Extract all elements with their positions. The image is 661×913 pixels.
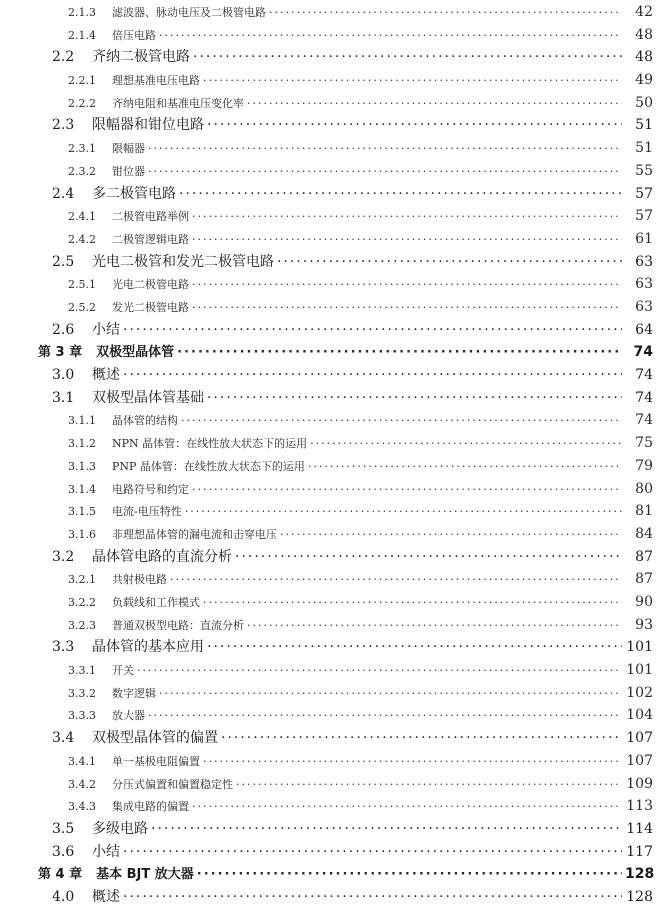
dot-leader xyxy=(197,868,622,881)
dot-leader xyxy=(310,438,622,449)
toc-entry-page: 74 xyxy=(635,367,653,384)
toc-entry-title: NPN 晶体管：在线性放大状态下的运用 xyxy=(112,437,308,451)
toc-entry-page: 61 xyxy=(635,230,653,247)
toc-entry-title: 多级电路 xyxy=(92,820,148,837)
dot-leader xyxy=(123,323,622,337)
toc-entry-page: 113 xyxy=(626,798,653,815)
toc-entry-number: 2.5.1 xyxy=(68,278,96,292)
dot-leader xyxy=(151,822,622,836)
toc-entry xyxy=(0,867,661,881)
toc-entry-title: 钳位器 xyxy=(112,164,145,178)
toc-entry-number: 3.1.6 xyxy=(68,527,96,541)
toc-entry-number: 3.4.2 xyxy=(68,777,96,791)
toc-entry-number: 3.2 xyxy=(52,548,75,565)
dot-leader xyxy=(123,368,622,382)
toc-entry-title: 发光二极管电路 xyxy=(112,301,189,314)
toc-entry-title: 共射极电路 xyxy=(112,573,167,587)
toc-entry-page: 50 xyxy=(635,94,653,111)
toc-entry-number: 2.5 xyxy=(52,253,75,270)
toc-entry-page: 63 xyxy=(635,299,653,315)
toc-entry-number: 2.6 xyxy=(52,321,75,338)
toc-entry xyxy=(0,28,661,42)
toc-entry-title: 集成电路的偏置 xyxy=(112,800,189,814)
toc-entry-page: 64 xyxy=(635,321,653,338)
dot-leader xyxy=(123,845,622,859)
toc-entry-title: 二极管电路举例 xyxy=(112,210,189,224)
toc-entry xyxy=(0,187,661,201)
toc-entry-number: 2.3.1 xyxy=(68,142,96,156)
toc-entry-title: 二极管逻辑电路 xyxy=(112,232,189,246)
dot-leader xyxy=(269,7,622,18)
toc-entry-page: 51 xyxy=(635,140,653,157)
toc-entry-number: 3.3.1 xyxy=(68,664,96,678)
toc-entry-title: 电流-电压特性 xyxy=(112,505,182,519)
toc-entry-page: 63 xyxy=(635,253,653,270)
toc-entry-title: 小结 xyxy=(92,321,120,338)
dot-leader xyxy=(192,302,622,313)
toc-entry xyxy=(0,323,661,337)
toc-entry-title: 概述 xyxy=(92,889,120,905)
toc-entry xyxy=(0,663,661,677)
toc-entry xyxy=(0,73,661,87)
toc-entry xyxy=(0,300,661,314)
toc-entry-page: 55 xyxy=(635,162,653,179)
toc-entry xyxy=(0,550,661,564)
toc-entry xyxy=(0,708,661,722)
toc-entry-number: 3.3.2 xyxy=(68,686,96,700)
toc-entry-title: 倍压电路 xyxy=(112,28,156,42)
toc-entry-title: 分压式偏置和偏置稳定性 xyxy=(112,777,233,791)
toc-entry-number: 3.0 xyxy=(52,367,75,384)
toc-entry-number: 3.4.3 xyxy=(68,800,96,814)
toc-entry-page: 107 xyxy=(626,730,653,747)
toc-entry-title: 非理想晶体管的漏电流和击穿电压 xyxy=(112,527,277,541)
toc-entry-title: 开关 xyxy=(112,664,134,678)
toc-entry xyxy=(0,845,661,859)
toc-entry-number: 第 4 章 xyxy=(38,867,83,883)
toc-entry-page: 42 xyxy=(635,4,653,20)
toc-entry-page: 48 xyxy=(635,26,653,43)
toc-entry xyxy=(0,164,661,178)
toc-entry-number: 3.1.5 xyxy=(68,505,96,519)
toc-entry-page: 101 xyxy=(626,639,653,656)
toc-entry-page: 51 xyxy=(635,117,653,134)
toc-entry-page: 87 xyxy=(635,548,653,565)
toc-entry xyxy=(0,482,661,496)
toc-entry-page: 74 xyxy=(633,344,653,361)
toc-entry xyxy=(0,618,661,632)
toc-entry-number: 3.5 xyxy=(52,820,75,837)
toc-entry xyxy=(0,391,661,405)
toc-entry xyxy=(0,640,661,654)
toc-entry-title: 光电二极管电路 xyxy=(112,278,189,292)
toc-entry-number: 2.2.1 xyxy=(68,74,96,88)
toc-entry xyxy=(0,436,661,450)
toc-entry-title: 晶体管电路的直流分析 xyxy=(92,548,232,565)
dot-leader xyxy=(207,118,622,132)
toc-entry-title: 晶体管的结构 xyxy=(112,414,178,428)
toc-entry xyxy=(0,277,661,291)
dot-leader xyxy=(207,640,622,654)
dot-leader xyxy=(247,98,622,109)
toc-entry-page: 80 xyxy=(635,480,653,497)
dot-leader xyxy=(192,484,622,495)
toc-entry-title: 齐纳二极管电路 xyxy=(92,49,190,66)
toc-entry-number: 3.4.1 xyxy=(68,754,96,768)
toc-entry xyxy=(0,527,661,541)
toc-entry xyxy=(0,368,661,382)
toc-entry xyxy=(0,754,661,768)
toc-entry-page: 102 xyxy=(626,684,653,701)
toc-entry-page: 128 xyxy=(626,889,653,905)
toc-entry-page: 107 xyxy=(626,752,653,769)
dot-leader xyxy=(221,731,622,745)
dot-leader xyxy=(192,211,622,222)
dot-leader xyxy=(193,50,622,64)
toc-entry xyxy=(0,345,661,359)
toc-entry-title: 光电二极管和发光二极管电路 xyxy=(92,253,274,270)
dot-leader xyxy=(192,234,622,245)
dot-leader xyxy=(203,756,622,767)
toc-entry-title: 双极型晶体管的偏置 xyxy=(92,730,218,747)
toc-entry xyxy=(0,255,661,269)
toc-entry-title: 齐纳电阻和基准电压变化率 xyxy=(112,96,244,110)
toc-entry-page: 74 xyxy=(635,389,653,406)
toc-entry xyxy=(0,118,661,132)
dot-leader xyxy=(308,461,622,472)
toc-entry-page: 74 xyxy=(635,412,653,429)
toc-entry-title: 双极型晶体管基础 xyxy=(92,389,204,406)
dot-leader xyxy=(148,166,622,177)
toc-entry xyxy=(0,413,661,427)
toc-entry-title: 单一基极电阻偏置 xyxy=(112,754,200,768)
toc-entry-title: 滤波器、脉动电压及二极管电路 xyxy=(112,6,266,19)
toc-entry-page: 104 xyxy=(626,707,653,724)
toc-entry-page: 93 xyxy=(635,616,653,633)
dot-leader xyxy=(236,779,622,790)
toc-entry-page: 75 xyxy=(635,435,653,452)
toc-entry-title: 限幅器 xyxy=(112,142,145,156)
toc-entry-page: 128 xyxy=(625,866,655,883)
toc-entry-page: 57 xyxy=(635,208,653,225)
toc-entry xyxy=(0,209,661,223)
toc-entry-number: 3.6 xyxy=(52,843,75,860)
toc-entry-title: 概述 xyxy=(92,367,120,384)
toc-entry-number: 3.2.3 xyxy=(68,618,96,632)
dot-leader xyxy=(123,890,622,904)
toc-entry xyxy=(0,595,661,609)
toc-entry xyxy=(0,459,661,473)
toc-entry-number: 2.2 xyxy=(52,49,75,66)
toc-entry-title: 理想基准电压电路 xyxy=(112,74,200,88)
toc-entry-title: 双极型晶体管 xyxy=(96,345,175,361)
dot-leader xyxy=(148,143,622,154)
toc-entry xyxy=(0,686,661,700)
toc-entry-number: 3.1.3 xyxy=(68,459,96,473)
dot-leader xyxy=(170,574,622,585)
dot-leader xyxy=(235,550,622,564)
toc-entry xyxy=(0,777,661,791)
toc-entry xyxy=(0,822,661,836)
dot-leader xyxy=(280,529,622,540)
toc-entry-page: 84 xyxy=(635,525,653,542)
toc-entry-page: 87 xyxy=(635,571,653,588)
toc-entry-title: 基本 BJT 放大器 xyxy=(96,867,194,883)
dot-leader xyxy=(203,75,622,86)
dot-leader xyxy=(148,710,622,721)
toc-entry-number: 2.3 xyxy=(52,117,75,134)
dot-leader xyxy=(247,620,622,631)
toc-entry-number: 3.3 xyxy=(52,639,75,656)
toc-entry-number: 3.2.1 xyxy=(68,573,96,587)
toc-entry-number: 4.0 xyxy=(52,889,75,905)
toc-entry-number: 2.1.4 xyxy=(68,28,96,42)
toc-entry xyxy=(0,572,661,586)
dot-leader xyxy=(177,346,622,359)
toc-entry-number: 2.2.2 xyxy=(68,96,96,110)
toc-entry-page: 101 xyxy=(626,662,653,679)
toc-entry xyxy=(0,141,661,155)
toc-entry xyxy=(0,731,661,745)
toc-entry-number: 3.3.3 xyxy=(68,709,96,723)
toc-entry-page: 57 xyxy=(635,185,653,202)
toc-entry-page: 81 xyxy=(635,503,653,520)
toc-entry-number: 3.1.2 xyxy=(68,437,96,451)
toc-entry-page: 63 xyxy=(635,276,653,293)
toc-entry-number: 2.3.2 xyxy=(68,164,96,178)
dot-leader xyxy=(159,688,622,699)
dot-leader xyxy=(203,597,622,608)
toc-entry-title: 数字逻辑 xyxy=(112,686,156,700)
dot-leader xyxy=(277,255,622,269)
toc-entry xyxy=(0,50,661,64)
toc-entry-page: 79 xyxy=(635,457,653,474)
dot-leader xyxy=(192,801,622,812)
toc-entry-title: 限幅器和钳位电路 xyxy=(92,117,204,134)
dot-leader xyxy=(181,415,622,426)
toc-entry-title: PNP 晶体管：在线性放大状态下的运用 xyxy=(112,459,305,473)
toc-entry-title: 负载线和工作模式 xyxy=(112,596,200,609)
toc-entry-title: 小结 xyxy=(92,843,120,860)
toc-entry-number: 2.4.1 xyxy=(68,210,96,224)
toc-entry-page: 117 xyxy=(626,843,653,860)
dot-leader xyxy=(179,187,622,201)
toc-entry-number: 3.4 xyxy=(52,730,75,747)
toc-entry-number: 2.5.2 xyxy=(68,301,96,314)
toc-entry-title: 晶体管的基本应用 xyxy=(92,639,204,656)
toc-entry xyxy=(0,232,661,246)
toc-entry-number: 3.1 xyxy=(52,389,75,406)
toc-entry-page: 90 xyxy=(635,594,653,610)
toc-entry xyxy=(0,504,661,518)
toc-entry xyxy=(0,890,661,904)
dot-leader xyxy=(137,665,622,676)
dot-leader xyxy=(192,279,622,290)
dot-leader xyxy=(159,30,622,41)
toc-entry-page: 48 xyxy=(635,49,653,66)
toc-entry-page: 114 xyxy=(626,820,653,837)
toc-entry xyxy=(0,5,661,19)
toc-entry xyxy=(0,799,661,813)
toc-entry xyxy=(0,96,661,110)
toc-entry-title: 电路符号和约定 xyxy=(112,482,189,496)
dot-leader xyxy=(207,391,622,405)
toc-entry-number: 3.1.1 xyxy=(68,414,96,428)
toc-entry-number: 2.4 xyxy=(52,185,75,202)
toc-entry-number: 2.4.2 xyxy=(68,232,96,246)
toc-entry-number: 2.1.3 xyxy=(68,6,96,19)
toc-entry-number: 3.1.4 xyxy=(68,482,96,496)
toc-entry-number: 3.2.2 xyxy=(68,596,96,609)
toc-entry-page: 49 xyxy=(635,72,653,89)
toc-entry-title: 多二极管电路 xyxy=(92,185,176,202)
dot-leader xyxy=(185,506,622,517)
toc-entry-title: 放大器 xyxy=(112,709,145,723)
toc-entry-title: 普通双极型电路：直流分析 xyxy=(112,618,244,632)
toc-entry-page: 109 xyxy=(626,775,653,792)
toc-entry-number: 第 3 章 xyxy=(38,345,83,361)
